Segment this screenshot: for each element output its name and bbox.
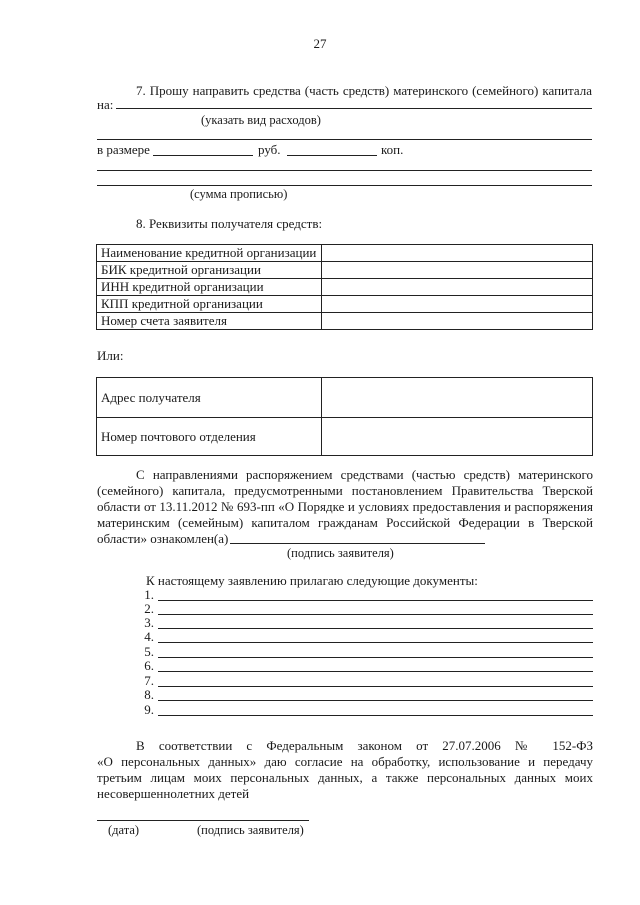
attachment-field[interactable] (158, 686, 593, 687)
attachment-field[interactable] (158, 614, 593, 615)
amount-kop-field[interactable] (287, 155, 377, 156)
postal-details-value[interactable] (322, 378, 593, 418)
consent-line: третьим лицам моих персональных данных, а также персональных данных моих (97, 770, 593, 785)
expense-type-hint: (указать вид расходов) (201, 113, 321, 127)
acknowledgement-line: С направлениями распоряжением средствами (частью средств) материнского (136, 467, 593, 482)
attachment-field[interactable] (158, 600, 593, 601)
attachment-field[interactable] (158, 628, 593, 629)
attachment-field[interactable] (158, 642, 593, 643)
attachment-number: 4. (144, 629, 154, 644)
amount-words-hint: (сумма прописью) (190, 187, 288, 201)
acknowledgement-line: материнским (семейным) капиталом гражданам Российской Федерации в Тверской (97, 515, 593, 530)
amount-rub-field[interactable] (153, 155, 253, 156)
rub-label: руб. (258, 142, 281, 157)
acknowledgement-line: (семейного) капитала, предусмотренными постановлением Правительства Тверской (97, 483, 593, 498)
date-hint: (дата) (108, 823, 140, 837)
bank-details-value[interactable] (322, 296, 593, 313)
attachment-number: 8. (144, 687, 154, 702)
attachment-field[interactable] (158, 700, 593, 701)
bank-details-table (96, 244, 593, 330)
bank-details-label: Наименование кредитной организации (97, 245, 322, 262)
amount-label: в размере (97, 142, 150, 157)
acknowledgement-last-line: области» ознакомлен(а) (97, 531, 229, 546)
expense-type-field-line2[interactable] (97, 139, 592, 140)
acknowledgement-line: области от 13.11.2012 № 693-пп «О Порядке и условиях предоставления и распоряжения (97, 499, 593, 514)
attachments-title: К настоящему заявлению прилагаю следующие документы: (146, 573, 478, 588)
amount-words-field-line1[interactable] (97, 170, 592, 171)
bank-details-value[interactable] (322, 313, 593, 330)
footer-signature-hint: (подпись заявителя) (197, 823, 304, 837)
kop-label: коп. (381, 142, 404, 157)
consent-line: В соответствии с Федеральным законом от 27.07.2006 № 152-ФЗ (136, 738, 593, 753)
or-label: Или: (97, 348, 124, 363)
postal-details-label: Адрес получателя (97, 378, 322, 418)
expense-type-field[interactable] (116, 108, 592, 109)
attachment-number: 9. (144, 702, 154, 717)
attachment-field[interactable] (158, 657, 593, 658)
acknowledgement-signature-field[interactable] (230, 543, 485, 544)
section8-title: 8. Реквизиты получателя средств: (136, 216, 323, 231)
attachment-number: 3. (144, 615, 154, 630)
acknowledgement-signature-hint: (подпись заявителя) (287, 546, 394, 560)
attachment-field[interactable] (158, 671, 593, 672)
attachment-number: 1. (144, 587, 154, 602)
section7-intro: 7. Прошу направить средства (часть средств) материнского (семейного) капитала (136, 83, 592, 98)
bank-details-label: БИК кредитной организации (97, 262, 322, 279)
bank-details-label: Номер счета заявителя (97, 313, 322, 330)
attachment-number: 6. (144, 658, 154, 673)
attachment-number: 2. (144, 601, 154, 616)
postal-details-value[interactable] (322, 418, 593, 456)
bank-details-label: КПП кредитной организации (97, 296, 322, 313)
postal-details-table (96, 377, 593, 456)
section7-na-label: на: (97, 97, 114, 112)
bank-details-value[interactable] (322, 262, 593, 279)
date-signature-field[interactable] (97, 820, 309, 821)
attachment-field[interactable] (158, 715, 593, 716)
postal-details-label: Номер почтового отделения (97, 418, 322, 456)
amount-words-field-line2[interactable] (97, 185, 592, 186)
attachment-number: 7. (144, 673, 154, 688)
bank-details-value[interactable] (322, 245, 593, 262)
consent-last-line: несовершеннолетних детей (97, 786, 250, 801)
bank-details-label: ИНН кредитной организации (97, 279, 322, 296)
attachment-number: 5. (144, 644, 154, 659)
bank-details-value[interactable] (322, 279, 593, 296)
page-number: 27 (313, 36, 327, 51)
consent-line: «О персональных данных» даю согласие на обработку, использование и передачу (97, 754, 593, 769)
